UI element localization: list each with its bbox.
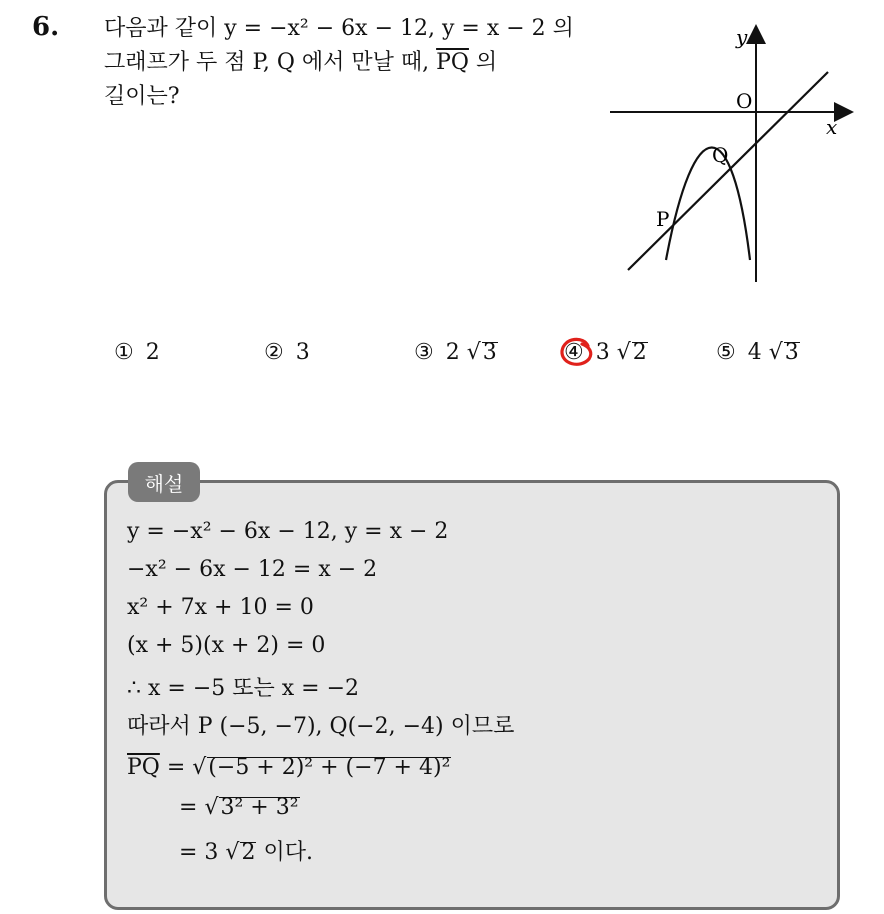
question-text [104, 12, 584, 114]
choice-4-radicand: 2 [632, 340, 647, 365]
segment-pq-solution: $\overline{PQ}$ [127, 755, 160, 780]
solution-tag: 해설 [128, 462, 200, 502]
question-line-1: 다음과 같이 y = −x² − 6x − 12, y = x − 2 의 [104, 16, 574, 41]
x-axis-label: x [826, 115, 838, 139]
solution-line-3: x² + 7x + 10 = 0 [127, 595, 314, 620]
pq-equals: = [159, 755, 193, 780]
segment-suffix: 의 [468, 50, 498, 75]
line9-radicand: 2 [241, 840, 256, 865]
graph-figure [600, 20, 860, 290]
choice-4-value: 3 [595, 340, 610, 365]
solution-line-7 [127, 755, 451, 780]
line-graph [628, 72, 828, 270]
point-p-label: P [656, 207, 670, 231]
choice-5[interactable] [716, 340, 800, 365]
choice-1-value: 2 [145, 340, 160, 365]
sqrt-icon: √ [192, 755, 207, 780]
solution-line-9 [179, 835, 313, 866]
choice-3[interactable] [414, 340, 498, 365]
answer-circle-icon [558, 334, 594, 370]
question-line-2-text: 그래프가 두 점 P, Q 에서 만날 때, [104, 50, 430, 75]
answer-circle-stroke [562, 339, 591, 364]
solution-line-8 [179, 795, 300, 820]
origin-label: O [736, 89, 753, 113]
choice-3-mark: ③ [414, 340, 434, 365]
question-line-3: 길이는? [104, 84, 180, 109]
sqrt-icon: √ [768, 340, 783, 365]
line8-radicand: 3² + 3² [220, 795, 299, 820]
sqrt-icon: √ [225, 840, 240, 865]
y-axis-label: y [736, 25, 748, 49]
segment-pq: $\overline{PQ}$ [436, 50, 469, 75]
sqrt-icon: √ [616, 340, 631, 365]
choice-1-mark: ① [114, 340, 134, 365]
solution-box [104, 480, 840, 910]
choice-3-radicand: 3 [482, 340, 497, 365]
pq-radicand: (−5 + 2)² + (−7 + 4)² [208, 755, 451, 780]
choice-1[interactable] [114, 340, 160, 365]
choice-list [104, 340, 824, 380]
parabola-graph [666, 148, 750, 261]
choice-3-value: 2 [445, 340, 460, 365]
solution-line-1: y = −x² − 6x − 12, y = x − 2 [127, 519, 449, 544]
solution-line-4: (x + 5)(x + 2) = 0 [127, 633, 326, 658]
choice-5-value: 4 [747, 340, 762, 365]
solution-line-6: 따라서 P (−5, −7), Q(−2, −4) 이므로 [127, 714, 515, 739]
solution-line-2: −x² − 6x − 12 = x − 2 [127, 557, 378, 582]
choice-5-mark: ⑤ [716, 340, 736, 365]
choice-4-mark: ④ [564, 340, 584, 365]
sqrt-icon: √ [204, 795, 219, 820]
choice-2-value: 3 [295, 340, 310, 365]
line9-suffix: 이다. [256, 840, 313, 865]
point-q-label: Q [712, 143, 729, 167]
choice-4[interactable] [564, 340, 648, 365]
sqrt-icon: √ [466, 340, 481, 365]
choice-2-mark: ② [264, 340, 284, 365]
question-number: 6. [32, 12, 60, 42]
line9-equals: = 3 [179, 840, 226, 865]
line8-equals: = [179, 795, 205, 820]
question-line-2 [104, 46, 584, 80]
choice-2[interactable] [264, 340, 310, 365]
choice-5-radicand: 3 [784, 340, 799, 365]
solution-line-5: ∴ x = −5 또는 x = −2 [127, 676, 359, 701]
